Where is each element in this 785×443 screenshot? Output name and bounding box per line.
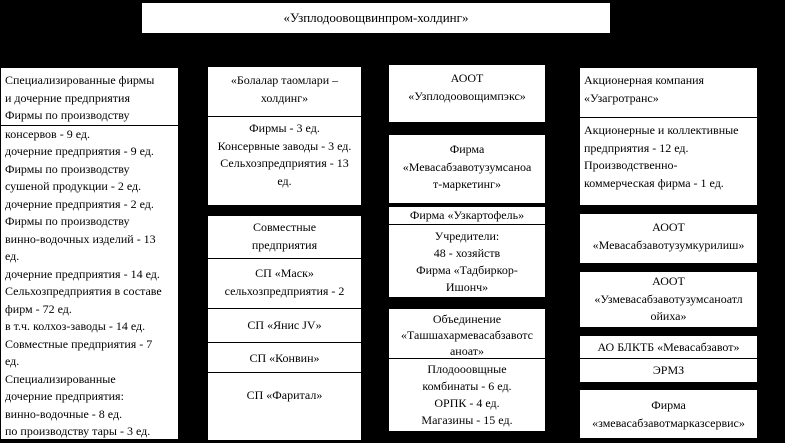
text-line: ед. (277, 173, 292, 188)
joint-ventures-box (208, 216, 361, 440)
text-line: АООТ (652, 220, 685, 234)
text-line: «Болалар таомлари – (230, 73, 339, 87)
uzagrotrans-details (580, 118, 757, 192)
text-line: СП «Фаритал» (246, 388, 323, 402)
specialized-firms-box (1, 68, 178, 439)
jv-farital-row (208, 373, 361, 440)
text-line: Фирма (449, 142, 485, 156)
mevasabzavot-marketing-box (389, 135, 545, 203)
text-line: СП «Маск» (255, 266, 314, 280)
text-line: предприятия - 12 ед. (584, 140, 689, 155)
text-line: Ишонч» (445, 280, 489, 294)
uzkartofel-details (389, 225, 545, 296)
text-line: аноат» (449, 344, 484, 358)
uzkartofel-header (389, 207, 545, 224)
text-line: фирм - 72 ед. (5, 301, 72, 316)
text-line: Консервные заводы - 3 ед. (217, 138, 352, 153)
text-line: «Узплодоовощимпэкс» (408, 88, 526, 103)
holding-title: «Узплодоовощвинпром-холдинг» (283, 10, 469, 25)
text-line: «Узмевасабзавотузумсаноатл (594, 291, 743, 306)
text-line: Акционерная компания (584, 73, 705, 87)
text-line: винно-водочных изделий - 13 (5, 231, 156, 246)
text-line: Совместные (252, 220, 317, 234)
text-line: «Ташшахармевасабзавотс (400, 328, 534, 342)
uzkartofel-box (389, 207, 545, 297)
text-line: Фирма (651, 398, 686, 412)
text-line: т-маркетинг» (433, 177, 501, 191)
jv-yanis-row (208, 309, 361, 342)
markazservis-box (580, 390, 757, 438)
text-line: Совместные предприятия - 7 (5, 336, 153, 351)
text-line: дочерние предприятия - 14 ед. (5, 266, 160, 281)
text-line: 48 - хозяйств (433, 246, 501, 260)
text-line: Сельхозпредприятия - 13 (220, 156, 349, 170)
text-line: Фирмы по производству (5, 108, 130, 122)
text-line: в т.ч. колхоз-заводы - 14 ед. (5, 319, 146, 333)
text-line: комбинаты - 6 ед. (422, 379, 512, 393)
text-line: ед. (5, 354, 20, 368)
text-line: консервов - 9 ед. (5, 126, 90, 141)
jv-mask-row (208, 259, 361, 308)
text-line: Сельхозпредприятия в составе (5, 284, 162, 298)
tashshakhar-details (389, 359, 545, 429)
text-line: предприятия (251, 237, 318, 252)
text-line: ОРПК - 4 ед. (434, 396, 500, 410)
bolalar-taomlari-box (208, 67, 361, 205)
bolalar-taomlari-header (208, 67, 361, 116)
text-line: дочерние предприятия: (5, 389, 124, 403)
holding-title-box (142, 3, 610, 33)
mevasabzavotuzumkurilish-box (580, 214, 757, 263)
text-line: ойиха» (650, 309, 687, 323)
text-line: Фирмы по производству (5, 161, 130, 176)
specialized-firms-header (5, 72, 176, 125)
uzplodoovoshchimpeks-box (389, 65, 545, 122)
text-line: «Узагротранс» (584, 90, 659, 105)
jv-konvin-row (208, 343, 361, 372)
text-line: сельхозпредприятия - 2 (224, 283, 345, 298)
text-line: дочерние предприятия - 9 ед. (5, 144, 154, 158)
text-line: и дочерние предприятия (5, 90, 130, 105)
text-line: ед. (5, 249, 20, 263)
ermz-row (580, 359, 757, 380)
text-line: винно-водочные - 8 ед. (5, 406, 123, 421)
uzagrotrans-box (580, 68, 757, 205)
text-line: Фирмы - 3 ед. (249, 121, 320, 135)
text-line: по производству тары - 3 ед. (5, 424, 151, 438)
text-line: Плодооовщные (427, 362, 507, 376)
text-line: Фирмы по производству (5, 214, 130, 228)
uzagrotrans-header (580, 68, 757, 117)
text-line: Фирма «Узкартофель» (409, 208, 525, 222)
uzmevasabzavot-sanoatloyikha-box (580, 272, 757, 327)
text-line: дочерние предприятия - 2 ед. (5, 196, 154, 211)
blktb-mevasabzavot-box (580, 336, 757, 382)
text-line: «змевасабзавотмарказсервис» (592, 415, 745, 430)
bolalar-taomlari-details (208, 117, 361, 190)
blktb-header (580, 336, 757, 358)
tashshakhar-header (389, 309, 545, 358)
text-line: АООТ (450, 71, 484, 85)
text-line: Производственно- (584, 158, 678, 172)
text-line: «Мевасабзавотузумкурилиш» (592, 237, 745, 252)
text-line: АООТ (652, 274, 685, 288)
text-line: СП «Янис JV» (247, 318, 322, 332)
text-line: сушеной продукции - 2 ед. (5, 179, 142, 193)
text-line: СП «Конвин» (249, 351, 320, 365)
text-line: Акционерные и коллективные (584, 123, 739, 137)
text-line: Фирма «Тадбиркор- (416, 263, 518, 277)
text-line: ЭРМЗ (652, 363, 685, 377)
joint-ventures-header (208, 216, 361, 258)
text-line: Специализированные (5, 371, 116, 386)
text-line: холдинг» (260, 90, 309, 105)
specialized-firms-details (5, 126, 176, 440)
tashshakhar-association-box (389, 309, 545, 431)
text-line: Объединение (432, 312, 502, 326)
text-line: коммерческая фирма - 1 ед. (584, 175, 724, 190)
text-line: АО БЛКТБ «Мевасабзавот» (597, 340, 740, 354)
text-line: Учредители: (434, 229, 500, 243)
text-line: Специализированные фирмы (5, 73, 155, 87)
text-line: Магазины - 15 ед. (421, 413, 513, 427)
text-line: «Мевасабзавотузумсаноа (402, 159, 532, 174)
